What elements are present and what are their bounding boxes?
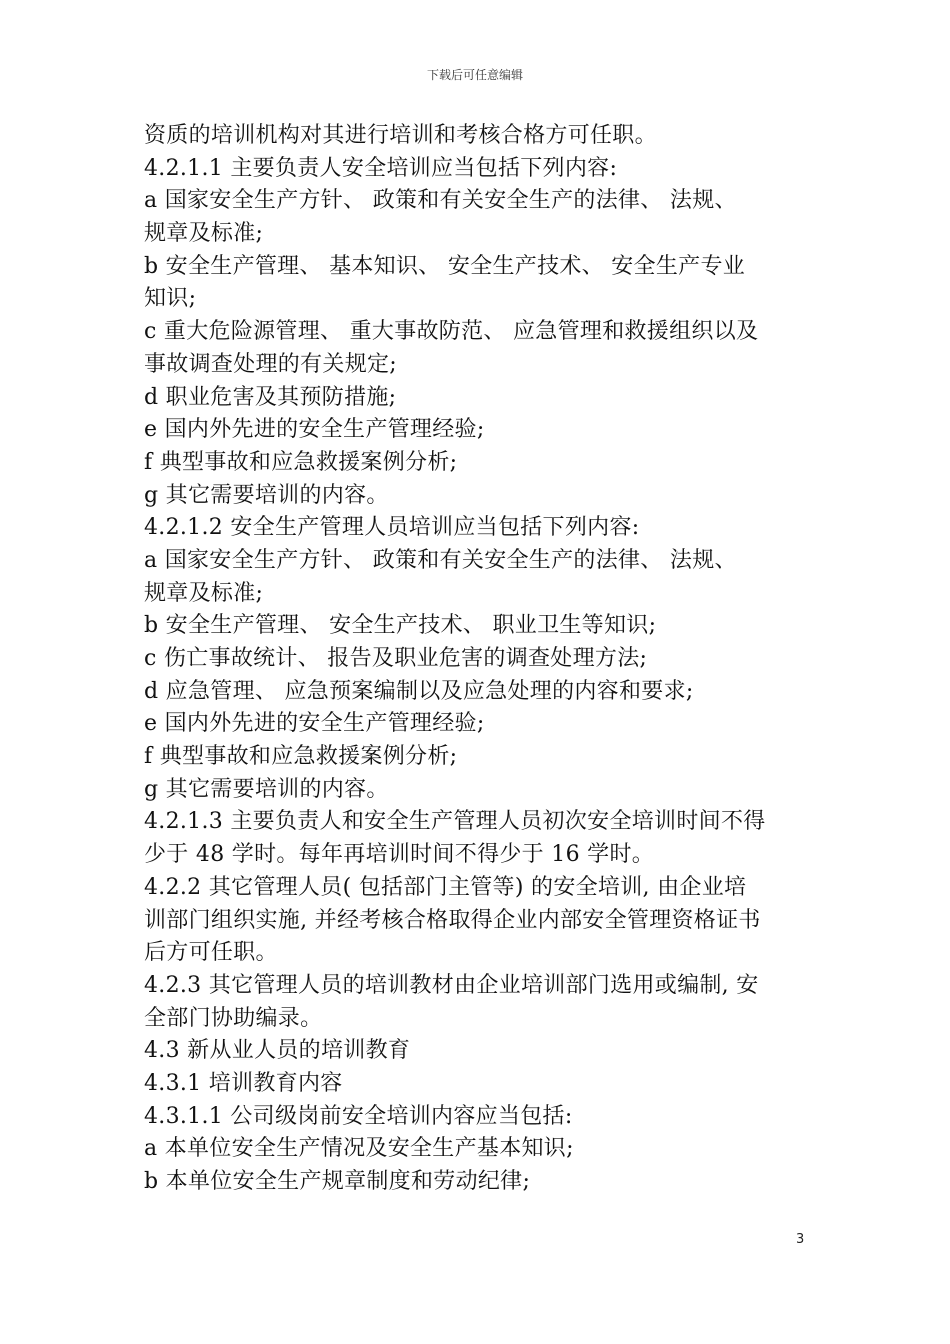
text-line: d 应急管理、 应急预案编制以及应急处理的内容和要求;	[144, 678, 694, 704]
text-line: d 职业危害及其预防措施;	[144, 384, 397, 410]
text-line: b 安全生产管理、 基本知识、 安全生产技术、 安全生产专业	[144, 253, 746, 279]
text-line: 4.2.1.3 主要负责人和安全生产管理人员初次安全培训时间不得	[144, 809, 766, 835]
text-line: 知识;	[144, 286, 197, 312]
text-line: 4.3 新从业人员的培训教育	[144, 1038, 411, 1064]
text-line: b 本单位安全生产规章制度和劳动纪律;	[144, 1169, 531, 1194]
text-line: 4.2.1.1 主要负责人安全培训应当包括下列内容:	[144, 155, 618, 181]
text-line: f 典型事故和应急救援案例分析;	[144, 744, 458, 770]
text-line: 4.2.2 其它管理人员( 包括部门主管等) 的安全培训, 由企业培	[144, 874, 747, 900]
text-line: a 国家安全生产方针、 政策和有关安全生产的法律、 法规、	[144, 547, 737, 573]
page-header: 下载后可任意编辑	[426, 68, 523, 82]
text-line: 4.3.1.1 公司级岗前安全培训内容应当包括:	[144, 1103, 573, 1129]
text-line: 4.3.1 培训教育内容	[144, 1070, 343, 1096]
text-line: 训部门组织实施, 并经考核合格取得企业内部安全管理资格证书	[144, 907, 761, 933]
text-line: 规章及标准;	[144, 580, 264, 606]
text-line: c 伤亡事故统计、 报告及职业危害的调查处理方法;	[144, 646, 648, 671]
text-line: 全部门协助编录。	[144, 1005, 323, 1031]
page-number: 3	[796, 1232, 805, 1247]
text-line: f 典型事故和应急救援案例分析;	[144, 449, 458, 475]
text-line: g 其它需要培训的内容。	[144, 482, 389, 508]
document-body	[144, 120, 814, 1199]
text-line: g 其它需要培训的内容。	[144, 776, 389, 802]
text-line: e 国内外先进的安全生产管理经验;	[144, 711, 485, 737]
text-line: 4.2.3 其它管理人员的培训教材由企业培训部门选用或编制, 安	[144, 972, 759, 998]
text-line: a 本单位安全生产情况及安全生产基本知识;	[144, 1136, 574, 1162]
text-line: a 国家安全生产方针、 政策和有关安全生产的法律、 法规、	[144, 188, 737, 214]
text-line: b 安全生产管理、 安全生产技术、 职业卫生等知识;	[144, 613, 657, 639]
text-line: c 重大危险源管理、 重大事故防范、 应急管理和救援组织以及	[144, 319, 759, 345]
text-line: 少于 48 学时。每年再培训时间不得少于 16 学时。	[144, 842, 655, 868]
text-line: 4.2.1.2 安全生产管理人员培训应当包括下列内容:	[144, 515, 640, 541]
text-line: 后方可任职。	[144, 940, 278, 966]
text-line: 规章及标准;	[144, 221, 264, 247]
text-line: 资质的培训机构对其进行培训和考核合格方可任职。	[144, 123, 657, 148]
text-line: e 国内外先进的安全生产管理经验;	[144, 417, 485, 443]
text-line: 事故调查处理的有关规定;	[144, 351, 398, 377]
